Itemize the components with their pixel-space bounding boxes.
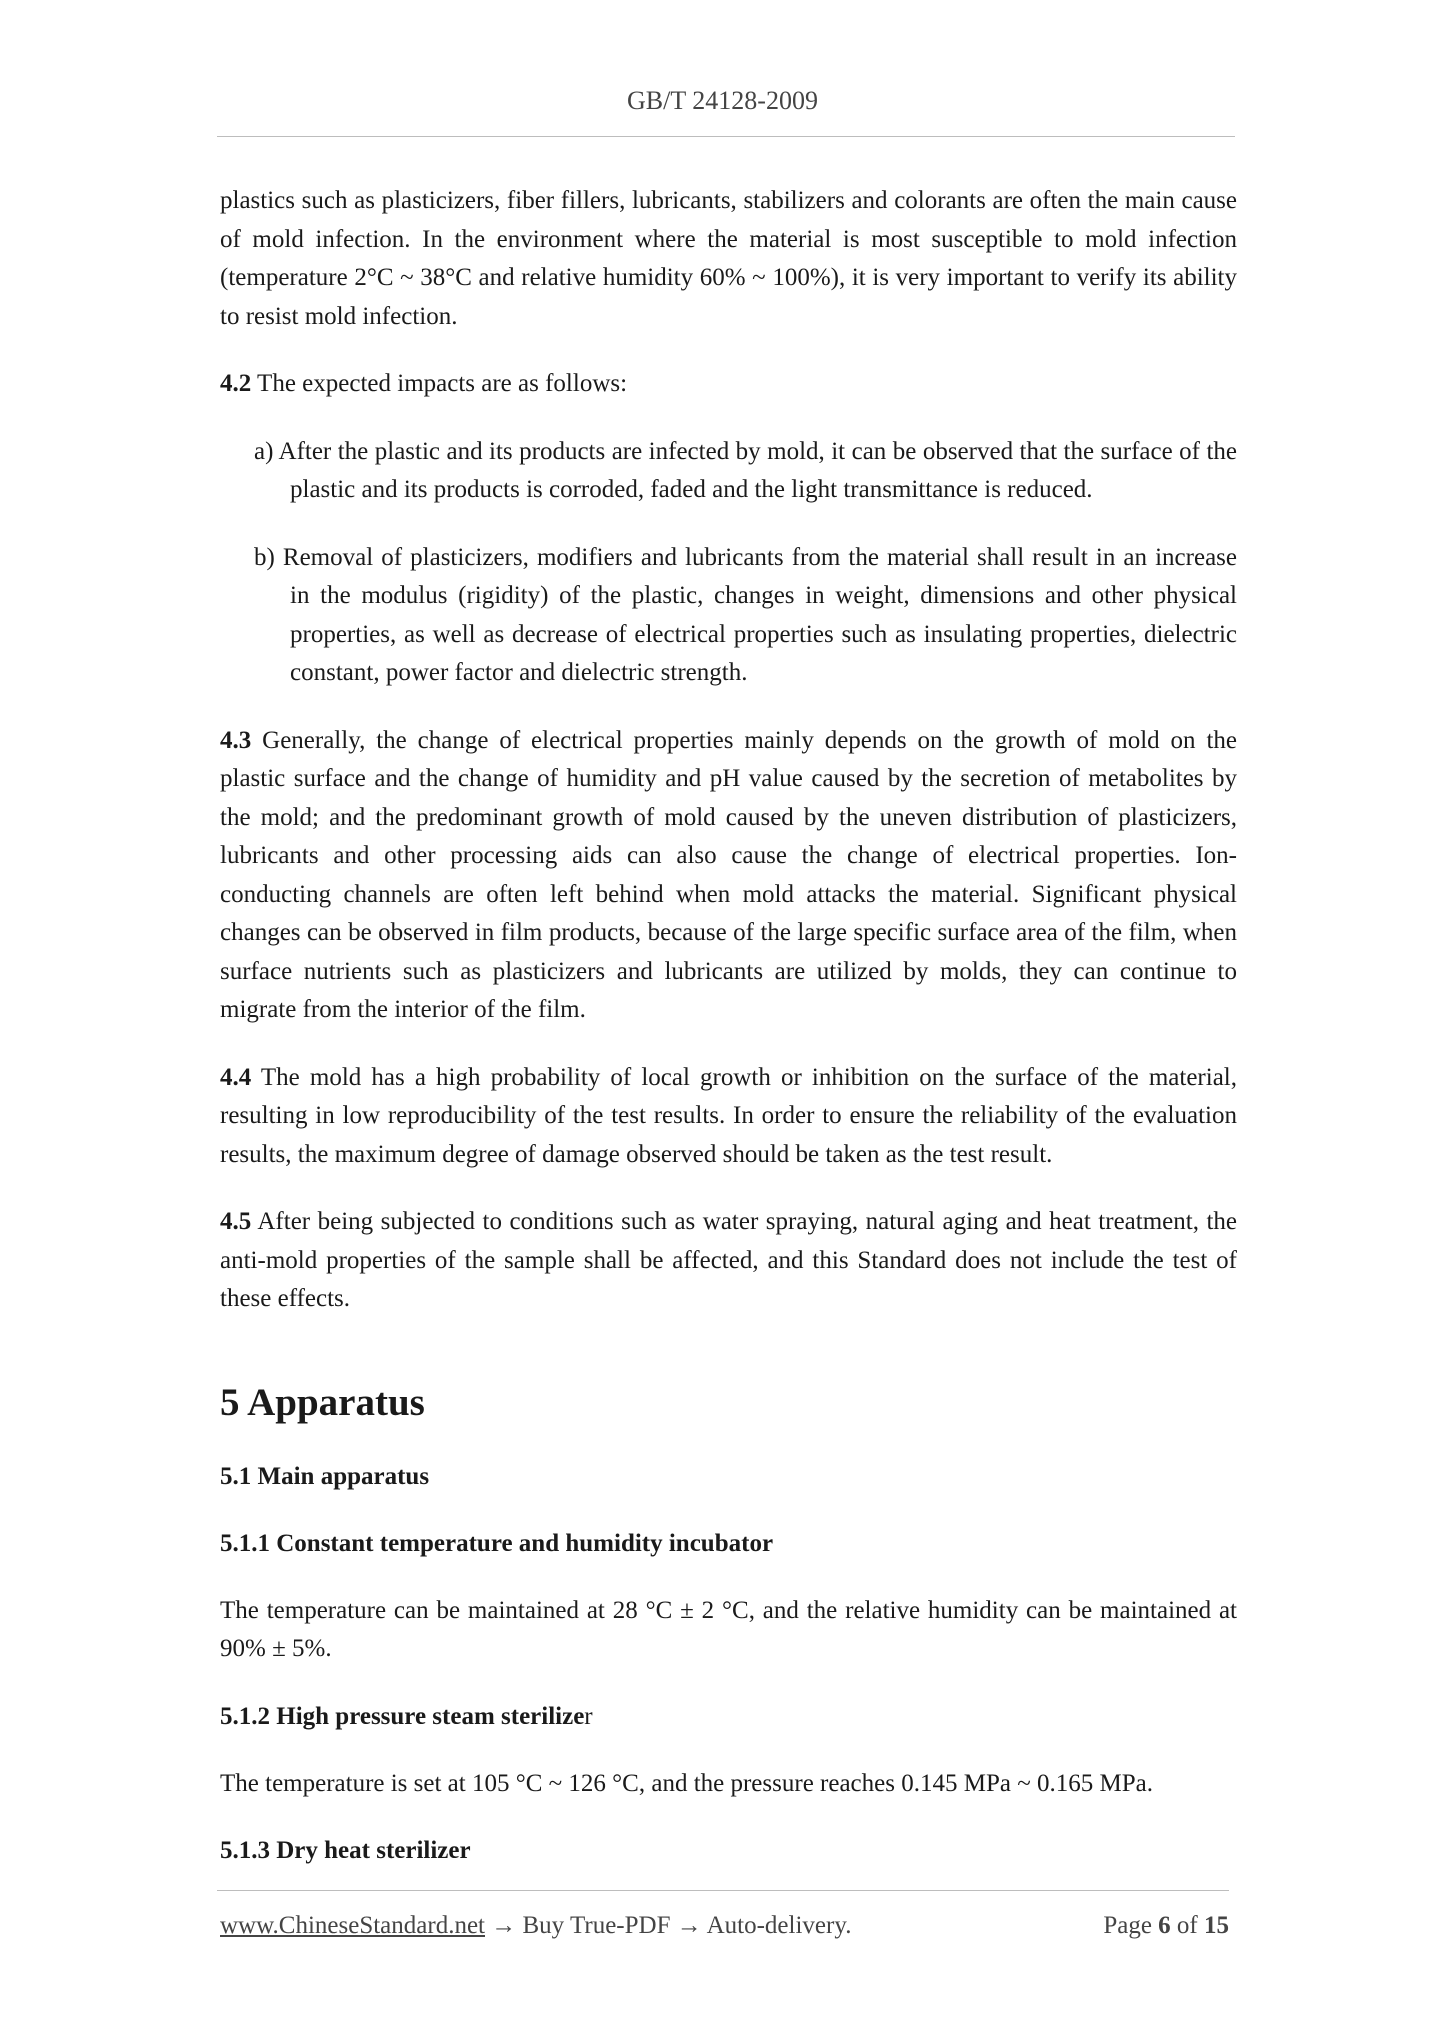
clause-4-3: [220, 722, 1237, 1030]
clause-number: 4.3: [220, 726, 252, 754]
clause-text: Generally, the change of electrical properties mainly depends on the growth of mold on the plastic surface and the change of humidity and pH value caused by the secretion of metabolites by the mold; and the predominant growth of mold caused by the uneven distribution of plasticizers, lubricants and other processing aids can also cause the change of electrical properties. Ion-conducting channels are often left behind when mold attacks the material. Significant physical changes can be observed in film products, because of the large specific surface area of the film, when surface nutrients such as plasticizers and lubricants are utilized by molds, they can continue to migrate from the interior of the film.: [220, 726, 1237, 1023]
footer-divider: [217, 1890, 1229, 1891]
clause-5-1-2-heading: [220, 1698, 1237, 1736]
clause-text: The mold has a high probability of local growth or inhibition on the surface of the material, resulting in low reproducibility of the test results. In order to ensure the reliability of the evaluation results, the maximum degree of damage observed should be taken as the test result.: [220, 1063, 1237, 1168]
clause-text: After being subjected to conditions such as water spraying, natural aging and heat treatment, the anti-mold properties of the sample shall be affected, and this Standard does not include the test of these effects.: [220, 1208, 1237, 1312]
intro-paragraph: plastics such as plasticizers, fiber fillers, lubricants, stabilizers and colorants are often the main cause of mold infection. In the environment where the material is most susceptible to mold infection (temperature 2°C ~ 38°C and relative humidity 60% ~ 100%), it is very important to verify its ability to resist mold infection.: [220, 187, 1237, 330]
footer-left: [220, 1912, 851, 1940]
list-item-b: b) Removal of plasticizers, modifiers and lubricants from the material shall result in an increase in the modulus (rigidity) of the plastic, changes in weight, dimensions and other physical properties, as well as decrease of electrical properties such as insulating properties, dielectric constant, power factor and dielectric strength.: [254, 543, 1237, 686]
section-5-heading: 5 Apparatus: [220, 1380, 425, 1424]
page-word: Page: [1103, 1912, 1159, 1939]
heading-tail: r: [584, 1702, 593, 1730]
page-indicator: [1103, 1912, 1229, 1940]
of-word: of: [1170, 1912, 1204, 1939]
clause-5-1-3-heading: 5.1.3 Dry heat sterilizer: [220, 1837, 471, 1864]
page-header: GB/T 24128-2009: [627, 86, 818, 115]
clause-number: 4.5: [220, 1208, 252, 1235]
header-divider: [217, 136, 1235, 137]
clause-number: 4.4: [220, 1063, 252, 1091]
clause-number: 4.2: [220, 370, 252, 397]
clause-5-1-2-text: The temperature is set at 105 °C ~ 126 °C, and the pressure reaches 0.145 MPa ~ 0.165 MPa.: [220, 1769, 1153, 1797]
clause-5-1-1-text: The temperature can be maintained at 28 °C ± 2 °C, and the relative humidity can be maintained at 90% ± 5%.: [220, 1596, 1237, 1662]
clause-4-4: [220, 1059, 1237, 1175]
clause-5-1-1-heading: 5.1.1 Constant temperature and humidity incubator: [220, 1529, 774, 1557]
footer-tagline: → Buy True-PDF → Auto-delivery.: [485, 1912, 852, 1939]
heading-text: 5.1.2 High pressure steam sterilize: [220, 1702, 585, 1730]
clause-4-5: [220, 1203, 1237, 1319]
clause-4-2: [220, 365, 1237, 404]
list-item-a: a) After the plastic and its products are infected by mold, it can be observed that the surface of the plastic and its products is corroded, faded and the light transmittance is reduced.: [254, 437, 1237, 503]
website-link[interactable]: www.ChineseStandard.net: [220, 1912, 485, 1939]
page-content: [220, 182, 1237, 1870]
clause-text: The expected impacts are as follows:: [251, 370, 628, 397]
total-pages-number: 15: [1204, 1912, 1229, 1939]
current-page-number: 6: [1158, 1912, 1171, 1939]
subsection-5-1-heading: 5.1 Main apparatus: [220, 1462, 430, 1490]
